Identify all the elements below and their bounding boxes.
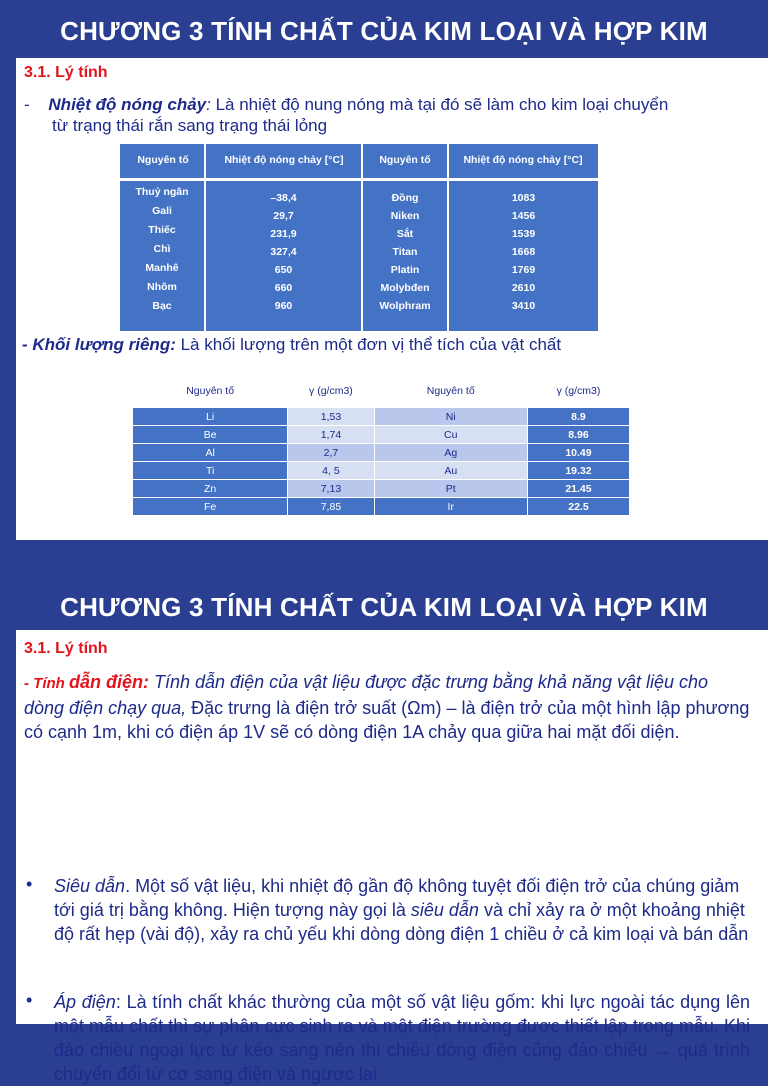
table-row <box>133 408 630 426</box>
table-cell: 1456 <box>511 210 536 222</box>
slide-2 <box>0 548 768 1084</box>
table-cell: 1769 <box>511 264 536 276</box>
table-cell: 1083 <box>511 192 536 204</box>
conductivity-paragraph <box>24 670 750 744</box>
section-heading: 3.1. Lý tính <box>24 640 108 657</box>
table-cell: Chì <box>153 243 171 255</box>
table-cell: Platin <box>390 264 420 276</box>
table-cell: 8.9 <box>527 408 629 426</box>
table-cell: 1668 <box>511 246 536 258</box>
table-cell: Li <box>133 408 288 426</box>
superconduct-paragraph <box>54 874 750 946</box>
slide-title: CHƯƠNG 3 TÍNH CHẤT CỦA KIM LOẠI VÀ HỢP KIM <box>60 16 708 46</box>
table-cell: 660 <box>274 282 293 294</box>
table-cell: 29,7 <box>273 210 294 222</box>
conductivity-italic: Tính dẫn điện của vật liệu được đặc trưng bằng khả năng vật liệu cho dòng điện chạy qua, <box>24 672 709 718</box>
density-text: Là khối lượng trên một đơn vị thể tích của vật chất <box>175 335 562 354</box>
bullet: • <box>26 874 33 894</box>
bullet: • <box>26 990 33 1010</box>
melting-table-header <box>120 144 598 181</box>
header-element-2: Nguyên tố <box>379 154 431 166</box>
piezo-term: Áp điện <box>54 992 116 1012</box>
melting-sep: : <box>206 95 211 114</box>
table-cell: 7,13 <box>288 480 374 498</box>
table-cell: 8.96 <box>527 426 629 444</box>
table-cell: 1,53 <box>288 408 374 426</box>
values-column-a <box>206 192 361 318</box>
header-element-1: Nguyên tố <box>137 154 189 166</box>
density-paragraph <box>22 334 762 355</box>
table-cell: 4, 5 <box>288 462 374 480</box>
table-cell: Fe <box>133 498 288 516</box>
table-cell: 327,4 <box>270 246 297 258</box>
superconduct-text-1: . Một số vật liệu, khi nhiệt độ gần độ không tuyệt đối điện trở của chúng giảm tới giá trị bằng không. Hiện tượng này gọi là <box>54 876 740 920</box>
table-row <box>133 426 630 444</box>
dash: - <box>24 95 30 114</box>
melting-term: Nhiệt độ nóng chảy <box>48 95 207 114</box>
table-cell: Molybđen <box>380 282 430 294</box>
table-cell: 650 <box>274 264 293 276</box>
table-cell: Ni <box>374 408 527 426</box>
conductivity-term: dẫn điện: <box>69 672 149 692</box>
section-heading: 3.1. Lý tính <box>24 64 108 81</box>
melting-text-2: từ trạng thái rắn sang trạng thái lỏng <box>52 116 328 135</box>
table-cell: Niken <box>390 210 420 222</box>
table-cell: Bạc <box>152 300 172 312</box>
table-cell: Ti <box>133 462 288 480</box>
table-cell: 2,7 <box>288 444 374 462</box>
header-cell: Nguyên tố <box>133 375 288 408</box>
header-melting-1: Nhiệt độ nóng chảy [°C] <box>224 154 344 166</box>
table-cell: Đồng <box>391 192 419 204</box>
table-cell: Thiếc <box>148 224 176 236</box>
table-cell: Wolphram <box>379 300 431 312</box>
melting-text-1: Là nhiệt độ nung nóng mà tại đó sẽ làm cho kim loại chuyển <box>210 95 669 114</box>
melting-point-paragraph <box>24 94 764 136</box>
table-cell: Al <box>133 444 288 462</box>
table-cell: 1539 <box>511 228 536 240</box>
table-cell: 3410 <box>511 300 536 312</box>
table-cell: 22.5 <box>527 498 629 516</box>
header-cell: Nguyên tố <box>374 375 527 408</box>
values-column-b <box>449 192 598 318</box>
piezo-paragraph <box>54 990 750 1086</box>
header-cell: γ (g/cm3) <box>288 375 374 408</box>
table-cell: Pt <box>374 480 527 498</box>
melting-table <box>120 144 598 331</box>
conductivity-term-prefix: - Tính <box>24 675 69 692</box>
table-cell: Thuỷ ngân <box>135 186 189 198</box>
table-row <box>133 480 630 498</box>
density-table <box>132 374 630 516</box>
table-cell: Ir <box>374 498 527 516</box>
density-sep: : <box>170 335 176 354</box>
density-term: - Khối lượng riêng <box>22 335 171 354</box>
table-cell: Titan <box>392 246 418 258</box>
superconduct-term: Siêu dẫn <box>54 876 126 896</box>
table-cell: 21.45 <box>527 480 629 498</box>
table-cell: Cu <box>374 426 527 444</box>
table-cell: Manhê <box>145 262 179 274</box>
piezo-text: : Là tính chất khác thường của một số vật liệu gốm: khi lực ngoài tác dụng lên một mẫu chất thì sự phân cực sinh ra và một điện trường được thiết lập trong mẫu. Khi đảo chiều ngoại lực từ kéo sang nén thì chiều dòng điện cũng đảo chiều → quá trình chuyển đổi từ cơ sang điện và ngược lại <box>54 992 750 1084</box>
table-cell: 960 <box>274 300 293 312</box>
table-cell: –38,4 <box>270 192 297 204</box>
table-cell: 10.49 <box>527 444 629 462</box>
table-header-row <box>133 375 630 408</box>
table-cell: Ag <box>374 444 527 462</box>
superconduct-term-2: siêu dẫn <box>410 900 479 920</box>
table-cell: 2610 <box>511 282 536 294</box>
table-cell: 1,74 <box>288 426 374 444</box>
header-cell: γ (g/cm3) <box>527 375 629 408</box>
table-cell: Be <box>133 426 288 444</box>
table-cell: Zn <box>133 480 288 498</box>
slide-body <box>16 58 768 540</box>
table-row <box>133 444 630 462</box>
table-cell: Gali <box>152 205 172 217</box>
conductivity-text: Đặc trưng là điện trở suất (Ωm) – là điện trở của một hình lập phương có cạnh 1m, khi có điện áp 1V sẽ có dòng điện 1A chảy qua giữa hai mặt đối diện. <box>24 698 750 742</box>
table-cell: 231,9 <box>270 228 297 240</box>
table-cell: Au <box>374 462 527 480</box>
superconduct-text-2: và chỉ xảy ra ở một khoảng nhiệt độ rất hẹp (vài độ), xảy ra chủ yếu khi dòng dòng điện 1 chiều ở cả kim loại và bán dẫn <box>54 900 749 944</box>
table-row <box>133 498 630 516</box>
table-cell: Sắt <box>396 228 414 240</box>
table-cell: Nhôm <box>147 281 177 293</box>
table-cell: 19.32 <box>527 462 629 480</box>
slide-body <box>16 630 768 1084</box>
elements-column-a <box>120 186 204 319</box>
slide-title: CHƯƠNG 3 TÍNH CHẤT CỦA KIM LOẠI VÀ HỢP KIM <box>60 592 708 622</box>
header-melting-2: Nhiệt độ nóng chảy [°C] <box>463 154 583 166</box>
table-cell: 7,85 <box>288 498 374 516</box>
table-row <box>133 462 630 480</box>
elements-column-b <box>363 192 447 318</box>
